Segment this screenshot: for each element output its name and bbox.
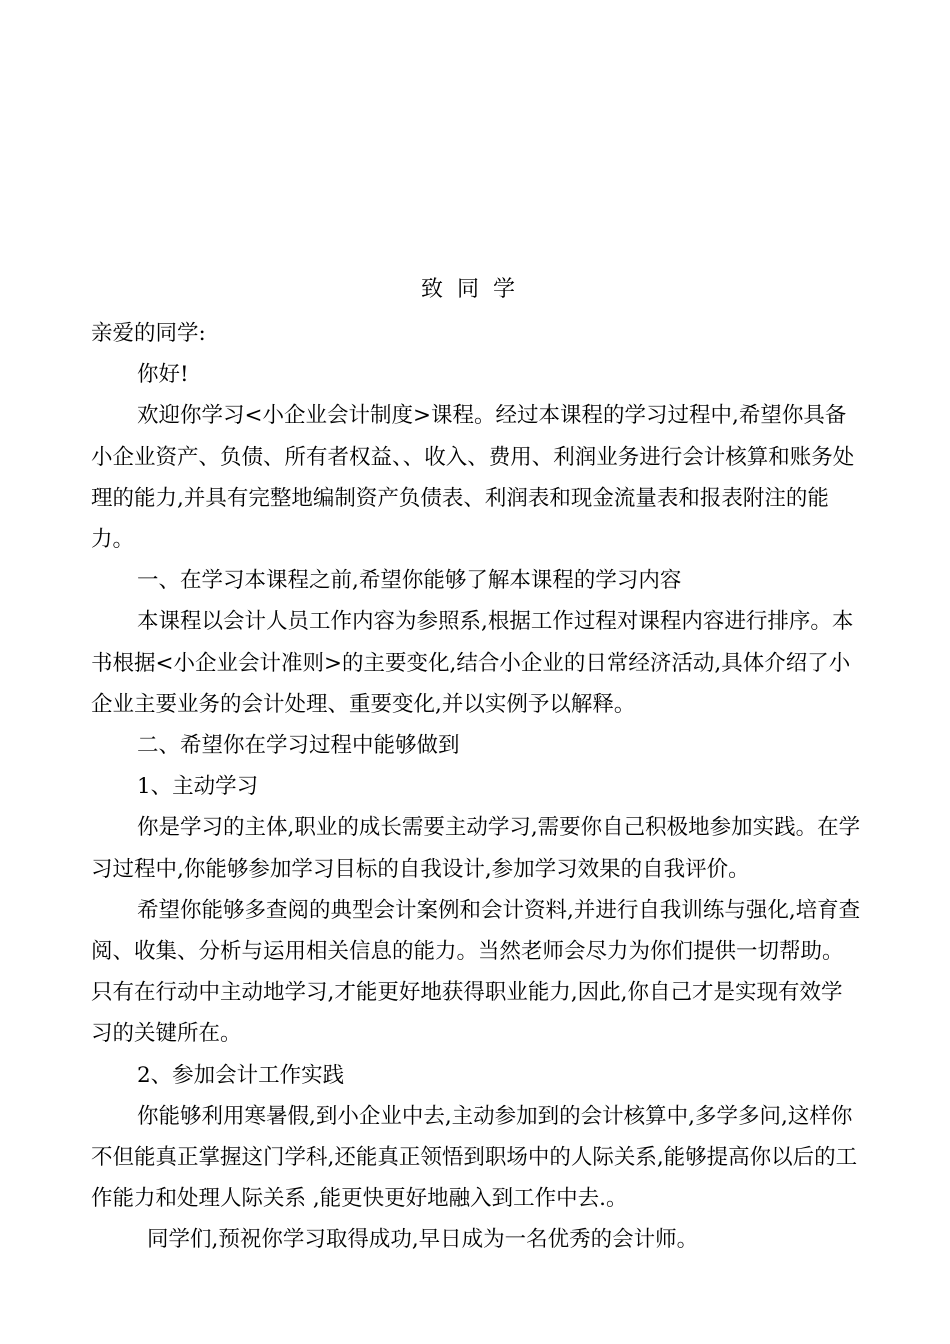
salutation: 亲爱的同学: [91, 321, 206, 346]
item1-body-1: 你是学习的主体,职业的成长需要主动学习,需要你自己积极地参加实践。在学习过程中,你能够参加学习目标的自我设计,参加学习效果的自我评价。 [91, 815, 861, 882]
item1-heading: 1、主动学习 [137, 774, 259, 800]
item2-body: 你能够利用寒暑假,到小企业中去,主动参加到的会计核算中,多学多问,这样你不但能真正掌握这门学科,还能真正领悟到职场中的人际关系,能够提高你以后的工作能力和处理人际关系 ,能更快更好地融入到工作中去.。 [91, 1103, 858, 1212]
welcome-paragraph: 欢迎你学习<小企业会计制度>课程。经过本课程的学习过程中,希望你具备小企业资产、负债、所有者权益、、收入、费用、利润业务进行会计核算和账务处理的能力,并具有完整地编制资产负债表、利润表和现金流量表和报表附注的能力。 [91, 403, 855, 553]
item1-body-2: 希望你能够多查阅的典型会计案例和会计资料,并进行自我训练与强化,培育查阅、收集、分析与运用相关信息的能力。当然老师会尽力为你们提供一切帮助。只有在行动中主动地学习,才能更好地获得职业能力,因此,你自己才是实现有效学习的关键所在。 [91, 897, 861, 1047]
section1-body: 本课程以会计人员工作内容为参照系,根据工作过程对课程内容进行排序。本书根据<小企业会计准则>的主要变化,结合小企业的日常经济活动,具体介绍了小企业主要业务的会计处理、重要变化,并以实例予以解释。 [91, 609, 854, 717]
closing-line: 同学们,预祝你学习取得成功,早日成为一名优秀的会计师。 [147, 1227, 699, 1253]
page-title: 致同学 [420, 277, 529, 302]
section2-heading: 二、希望你在学习过程中能够做到 [137, 733, 460, 759]
letter-body [91, 313, 861, 1261]
item2-heading: 2、参加会计工作实践 [137, 1062, 345, 1088]
section1-heading: 一、在学习本课程之前,希望你能够了解本课程的学习内容 [137, 568, 682, 594]
greeting: 你好! [137, 362, 189, 388]
